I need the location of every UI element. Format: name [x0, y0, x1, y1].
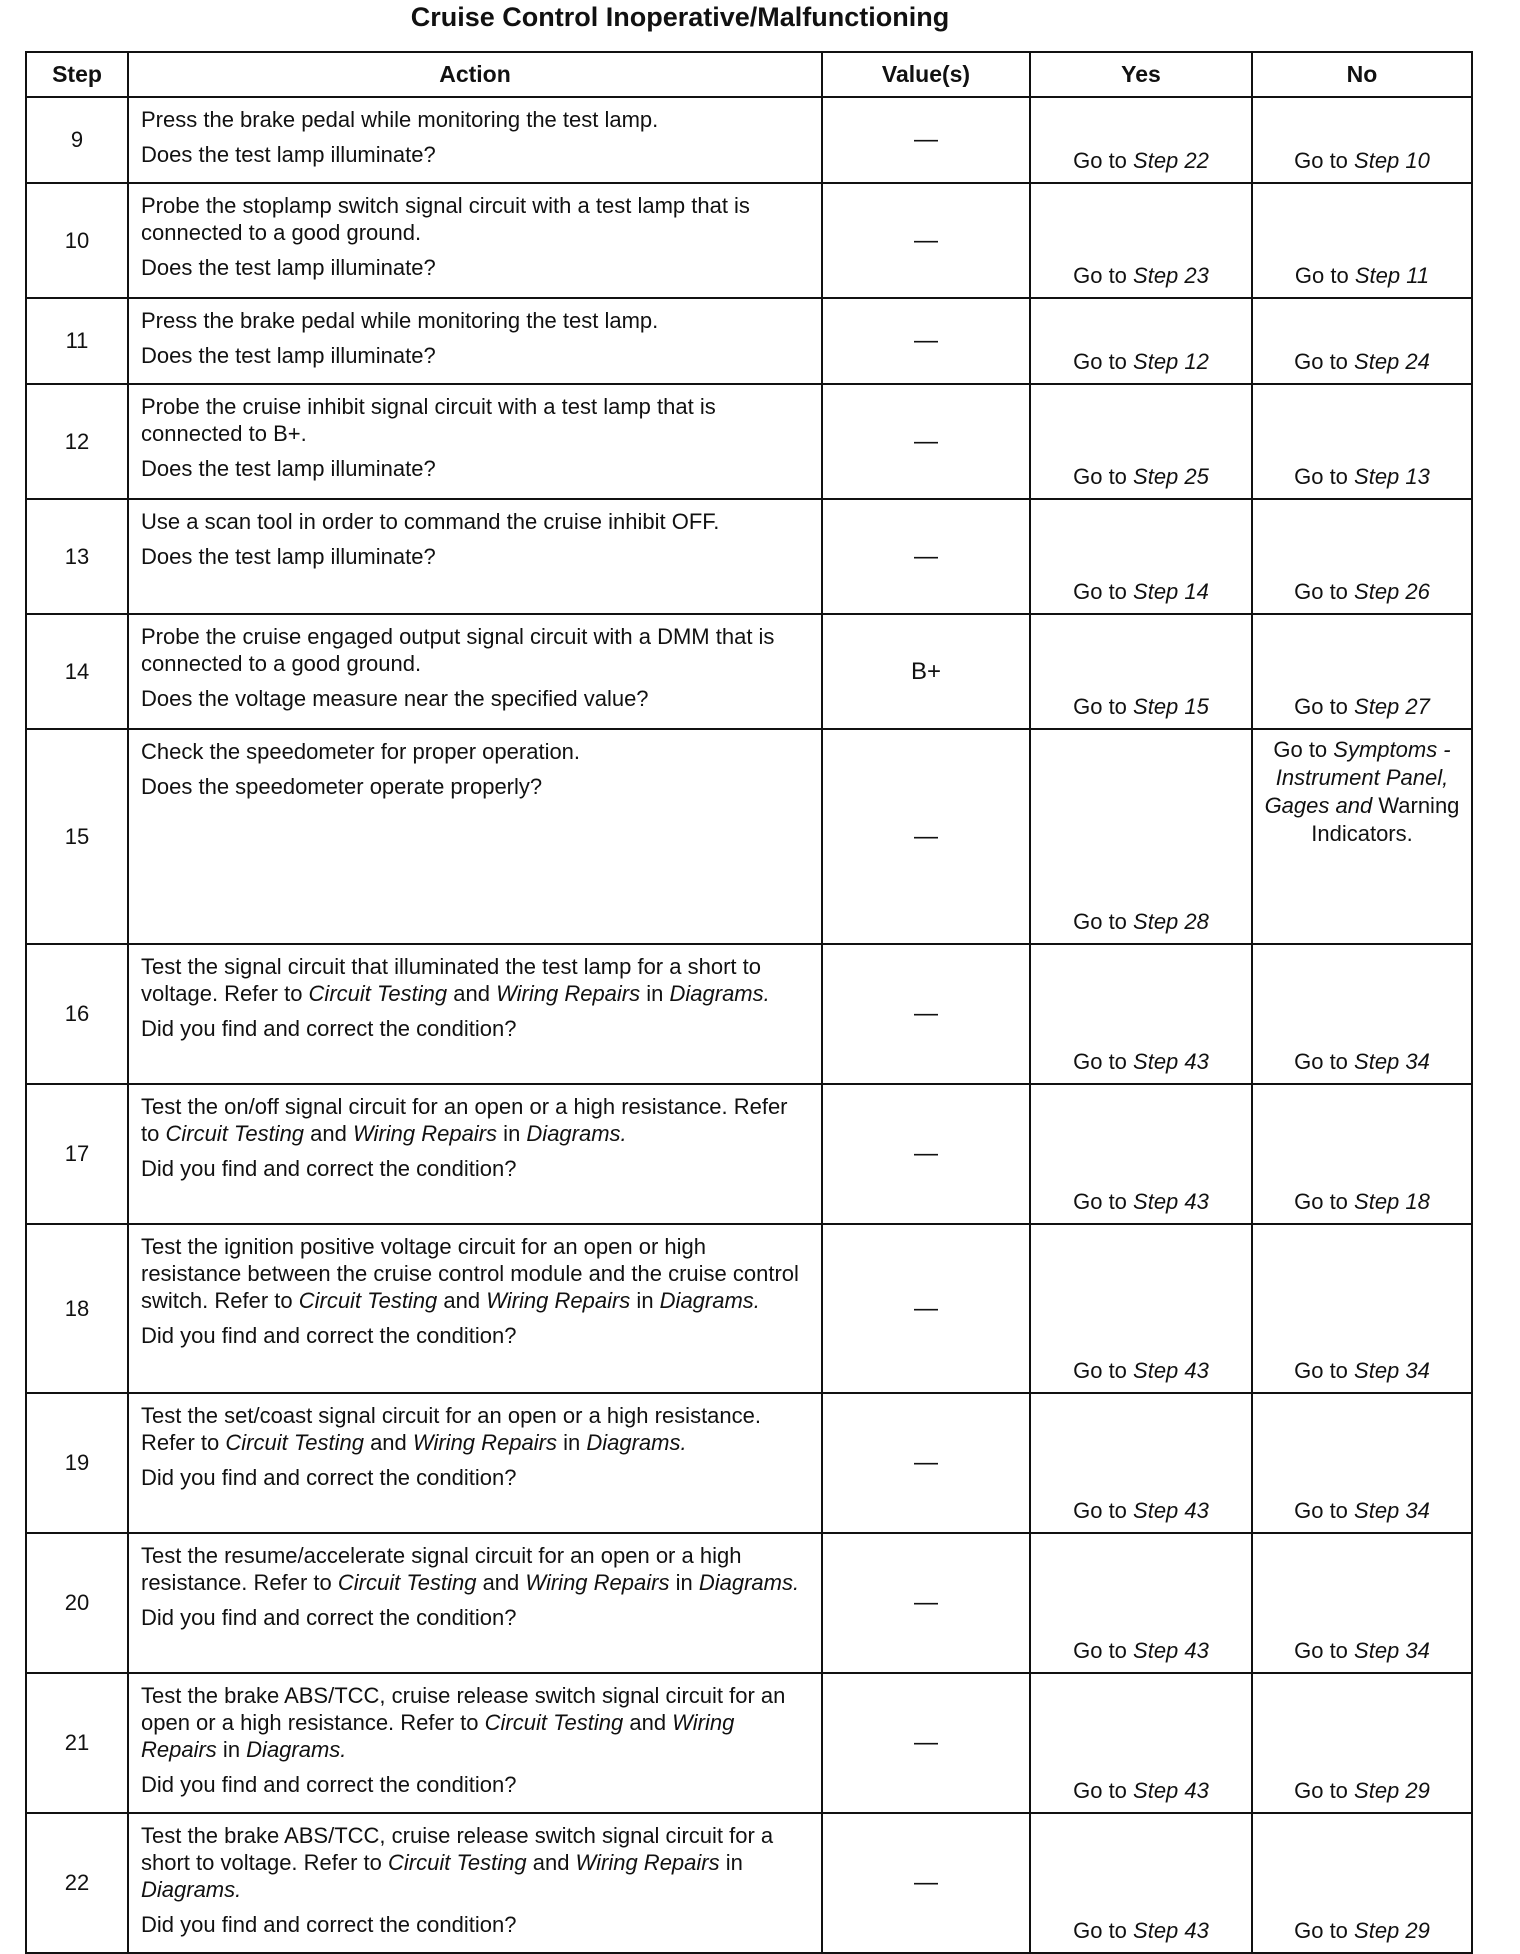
- yes-cell: [1030, 298, 1252, 384]
- step-number: 9: [26, 97, 128, 183]
- text-run: Probe the cruise inhibit signal circuit with a test lamp that is connected to B+.: [141, 394, 716, 446]
- italic-ref: Step 34: [1354, 1049, 1430, 1074]
- action-cell: [128, 1084, 822, 1224]
- text-run: Go to: [1073, 1358, 1134, 1383]
- text-run: in: [719, 1850, 743, 1875]
- text-run: Test the ignition positive voltage circuit for an open or high resistance between the cruise control module and the cruise control switch. Refer to: [141, 1234, 799, 1313]
- text-run: and: [447, 981, 497, 1006]
- text-run: Go to: [1294, 1498, 1355, 1523]
- table-body: [26, 97, 1472, 1953]
- table-row: [26, 499, 1472, 614]
- yes-cell: [1030, 97, 1252, 183]
- no-cell: [1252, 97, 1472, 183]
- italic-ref: Wiring Repairs: [141, 1710, 735, 1762]
- text-run: and: [304, 1121, 353, 1146]
- italic-ref: Diagrams.: [659, 1288, 760, 1313]
- step-number: 10: [26, 183, 128, 298]
- italic-ref: Step 34: [1354, 1358, 1430, 1383]
- action-question: Does the test lamp illuminate?: [141, 255, 436, 280]
- action-text: [141, 623, 811, 677]
- text-run: Test the set/coast signal circuit for an open or a high resistance. Refer to: [141, 1403, 761, 1455]
- header-no: No: [1252, 52, 1472, 97]
- action-text: [141, 1822, 811, 1903]
- italic-ref: Step 25: [1133, 464, 1209, 489]
- text-run: Test the brake ABS/TCC, cruise release switch signal circuit for a short to voltage. Refer to: [141, 1823, 774, 1875]
- text-run: in: [216, 1737, 247, 1762]
- text-run: Go to: [1273, 737, 1334, 762]
- step-number: 21: [26, 1673, 128, 1813]
- action-question: Did you find and correct the condition?: [141, 1156, 517, 1181]
- action-question: Did you find and correct the condition?: [141, 1465, 517, 1490]
- action-question: Did you find and correct the condition?: [141, 1912, 517, 1937]
- no-cell: [1252, 1224, 1472, 1393]
- text-run: Go to: [1294, 1918, 1355, 1943]
- italic-ref: Step 34: [1354, 1638, 1430, 1663]
- action-text: [141, 953, 811, 1007]
- table-row: [26, 298, 1472, 384]
- italic-ref: Step 34: [1354, 1498, 1430, 1523]
- italic-ref: Step 27: [1354, 694, 1430, 719]
- step-number: 18: [26, 1224, 128, 1393]
- action-text: [141, 1682, 811, 1763]
- step-number: 11: [26, 298, 128, 384]
- table-row: [26, 97, 1472, 183]
- italic-ref: Circuit Testing: [337, 1570, 477, 1595]
- step-number: 12: [26, 384, 128, 499]
- italic-ref: Symptoms - Instrument Panel, Gages and: [1264, 737, 1451, 818]
- no-cell: [1252, 384, 1472, 499]
- italic-ref: Step 15: [1133, 694, 1209, 719]
- text-run: Check the speedometer for proper operation.: [141, 739, 581, 764]
- italic-ref: Wiring Repairs: [352, 1121, 498, 1146]
- no-cell: [1252, 1084, 1472, 1224]
- action-text: [141, 508, 811, 535]
- value-cell: —: [822, 1084, 1030, 1224]
- table-row: [26, 614, 1472, 729]
- italic-ref: Step 43: [1133, 1358, 1209, 1383]
- text-run: Probe the cruise engaged output signal circuit with a DMM that is connected to a good ground.: [141, 624, 775, 676]
- table-header-row: [26, 52, 1472, 97]
- italic-ref: Diagrams.: [246, 1737, 347, 1762]
- italic-ref: Diagrams.: [141, 1877, 242, 1902]
- value-cell: —: [822, 1673, 1030, 1813]
- header-yes: Yes: [1030, 52, 1252, 97]
- action-cell: [128, 1673, 822, 1813]
- action-cell: [128, 614, 822, 729]
- step-number: 13: [26, 499, 128, 614]
- italic-ref: Circuit Testing: [165, 1121, 305, 1146]
- text-run: Go to: [1073, 464, 1134, 489]
- step-number: 14: [26, 614, 128, 729]
- action-text: [141, 106, 811, 133]
- header-values: Value(s): [822, 52, 1030, 97]
- text-run: Go to: [1073, 148, 1134, 173]
- yes-cell: [1030, 1813, 1252, 1953]
- no-cell: [1252, 1393, 1472, 1533]
- italic-ref: Step 43: [1133, 1918, 1209, 1943]
- table-row: [26, 1813, 1472, 1953]
- text-run: Press the brake pedal while monitoring the test lamp.: [141, 308, 659, 333]
- yes-cell: [1030, 384, 1252, 499]
- action-question: Does the speedometer operate properly?: [141, 774, 543, 799]
- text-run: Go to: [1073, 1778, 1134, 1803]
- step-number: 20: [26, 1533, 128, 1673]
- italic-ref: Step 28: [1133, 909, 1209, 934]
- table-row: [26, 1673, 1472, 1813]
- value-cell: —: [822, 1224, 1030, 1393]
- italic-ref: Step 22: [1133, 148, 1209, 173]
- table-row: [26, 1084, 1472, 1224]
- no-cell: [1252, 1673, 1472, 1813]
- text-run: in: [556, 1430, 587, 1455]
- text-run: Go to: [1073, 909, 1134, 934]
- text-run: Go to: [1073, 263, 1134, 288]
- value-cell: —: [822, 729, 1030, 944]
- text-run: Go to: [1294, 148, 1355, 173]
- text-run: Test the resume/accelerate signal circuit for an open or a high resistance. Refer to: [141, 1543, 742, 1595]
- step-number: 16: [26, 944, 128, 1084]
- italic-ref: Step 24: [1354, 349, 1430, 374]
- page-title: Cruise Control Inoperative/Malfunctioning: [410, 2, 950, 32]
- header-action: Action: [128, 52, 822, 97]
- text-run: Go to: [1073, 579, 1134, 604]
- no-cell: [1252, 183, 1472, 298]
- italic-ref: Step 43: [1133, 1498, 1209, 1523]
- value-cell: —: [822, 1393, 1030, 1533]
- no-cell: [1252, 1533, 1472, 1673]
- text-run: Test the on/off signal circuit for an open or a high resistance. Refer to: [141, 1094, 788, 1146]
- text-run: Go to: [1294, 694, 1355, 719]
- action-cell: [128, 1533, 822, 1673]
- italic-ref: Circuit Testing: [388, 1850, 527, 1875]
- italic-ref: Step 43: [1133, 1778, 1209, 1803]
- italic-ref: Step 43: [1133, 1049, 1209, 1074]
- text-run: Go to: [1294, 1358, 1355, 1383]
- action-question: Does the test lamp illuminate?: [141, 142, 436, 167]
- action-question: Does the test lamp illuminate?: [141, 456, 436, 481]
- action-cell: [128, 298, 822, 384]
- italic-ref: Circuit Testing: [308, 981, 448, 1006]
- text-run: Go to: [1073, 1918, 1134, 1943]
- text-run: Go to: [1073, 1189, 1134, 1214]
- italic-ref: Step 12: [1133, 349, 1209, 374]
- italic-ref: Diagrams.: [526, 1121, 627, 1146]
- action-cell: [128, 384, 822, 499]
- italic-ref: Circuit Testing: [225, 1430, 364, 1455]
- italic-ref: Wiring Repairs: [486, 1288, 631, 1313]
- table-row: [26, 729, 1472, 944]
- action-cell: [128, 944, 822, 1084]
- no-cell: [1252, 729, 1472, 944]
- action-text: [141, 307, 811, 334]
- italic-ref: Step 43: [1133, 1638, 1209, 1663]
- text-run: Use a scan tool in order to command the cruise inhibit OFF.: [141, 509, 720, 534]
- action-text: [141, 1233, 811, 1314]
- text-run: Test the brake ABS/TCC, cruise release switch signal circuit for an open or a high resistance. Refer to: [141, 1683, 786, 1735]
- step-number: 15: [26, 729, 128, 944]
- italic-ref: Step 26: [1354, 579, 1430, 604]
- table-row: [26, 1533, 1472, 1673]
- text-run: and: [526, 1850, 576, 1875]
- table-row: [26, 944, 1472, 1084]
- italic-ref: Diagrams.: [586, 1430, 687, 1455]
- no-cell: [1252, 614, 1472, 729]
- value-cell: —: [822, 97, 1030, 183]
- yes-cell: [1030, 729, 1252, 944]
- table-row: [26, 384, 1472, 499]
- value-cell: B+: [822, 614, 1030, 729]
- action-cell: [128, 183, 822, 298]
- table-row: [26, 1393, 1472, 1533]
- yes-cell: [1030, 183, 1252, 298]
- italic-ref: Diagrams.: [669, 981, 770, 1006]
- italic-ref: Step 29: [1354, 1778, 1430, 1803]
- text-run: Go to: [1294, 464, 1355, 489]
- yes-cell: [1030, 499, 1252, 614]
- text-run: and: [363, 1430, 413, 1455]
- italic-ref: Step 14: [1133, 579, 1209, 604]
- text-run: Go to: [1073, 1049, 1134, 1074]
- italic-ref: Step 18: [1354, 1189, 1430, 1214]
- value-cell: —: [822, 298, 1030, 384]
- action-question: Does the test lamp illuminate?: [141, 343, 436, 368]
- italic-ref: Step 13: [1354, 464, 1430, 489]
- no-cell: [1252, 499, 1472, 614]
- diagnostic-table: [25, 51, 1473, 1954]
- text-run: in: [497, 1121, 527, 1146]
- action-text: [141, 1402, 811, 1456]
- action-cell: [128, 1224, 822, 1393]
- text-run: Go to: [1073, 1638, 1134, 1663]
- text-run: Go to: [1073, 1498, 1134, 1523]
- text-run: and: [437, 1288, 487, 1313]
- yes-cell: [1030, 1224, 1252, 1393]
- yes-cell: [1030, 1084, 1252, 1224]
- action-text: [141, 192, 811, 246]
- table-row: [26, 183, 1472, 298]
- value-cell: —: [822, 384, 1030, 499]
- action-cell: [128, 1393, 822, 1533]
- no-cell: [1252, 1813, 1472, 1953]
- action-cell: [128, 97, 822, 183]
- action-text: [141, 1093, 811, 1147]
- action-cell: [128, 1813, 822, 1953]
- header-step: Step: [26, 52, 128, 97]
- italic-ref: Circuit Testing: [298, 1288, 438, 1313]
- yes-cell: [1030, 944, 1252, 1084]
- italic-ref: Step 11: [1354, 263, 1430, 288]
- text-run: Go to: [1073, 349, 1134, 374]
- action-text: [141, 393, 811, 447]
- yes-cell: [1030, 1673, 1252, 1813]
- italic-ref: Circuit Testing: [484, 1710, 624, 1735]
- text-run: in: [630, 1288, 660, 1313]
- action-cell: [128, 499, 822, 614]
- italic-ref: Step 29: [1354, 1918, 1430, 1943]
- text-run: and: [476, 1570, 526, 1595]
- no-cell: [1252, 944, 1472, 1084]
- text-run: Go to: [1294, 1049, 1355, 1074]
- action-cell: [128, 729, 822, 944]
- italic-ref: Wiring Repairs: [496, 981, 641, 1006]
- text-run: Test the signal circuit that illuminated the test lamp for a short to voltage. Refer to: [141, 954, 761, 1006]
- action-question: Does the voltage measure near the specified value?: [141, 686, 649, 711]
- table-row: [26, 1224, 1472, 1393]
- value-cell: —: [822, 499, 1030, 614]
- italic-ref: Wiring Repairs: [575, 1850, 720, 1875]
- text-run: Go to: [1294, 1638, 1355, 1663]
- italic-ref: Step 43: [1133, 1189, 1209, 1214]
- action-question: Did you find and correct the condition?: [141, 1605, 517, 1630]
- italic-ref: Step 23: [1133, 263, 1209, 288]
- italic-ref: Wiring Repairs: [525, 1570, 670, 1595]
- step-number: 17: [26, 1084, 128, 1224]
- step-number: 19: [26, 1393, 128, 1533]
- italic-ref: Diagrams.: [698, 1570, 800, 1595]
- text-run: Press the brake pedal while monitoring the test lamp.: [141, 107, 659, 132]
- text-run: Go to: [1294, 1778, 1355, 1803]
- action-question: Did you find and correct the condition?: [141, 1016, 517, 1041]
- text-run: Go to: [1294, 349, 1355, 374]
- action-text: [141, 1542, 811, 1596]
- yes-cell: [1030, 614, 1252, 729]
- value-cell: —: [822, 1813, 1030, 1953]
- action-question: Did you find and correct the condition?: [141, 1323, 517, 1348]
- yes-cell: [1030, 1533, 1252, 1673]
- text-run: in: [640, 981, 670, 1006]
- action-question: Does the test lamp illuminate?: [141, 544, 436, 569]
- text-run: Go to: [1294, 263, 1355, 288]
- text-run: Go to: [1294, 1189, 1355, 1214]
- value-cell: —: [822, 1533, 1030, 1673]
- value-cell: —: [822, 944, 1030, 1084]
- text-run: Go to: [1073, 694, 1134, 719]
- action-question: Did you find and correct the condition?: [141, 1772, 517, 1797]
- step-number: 22: [26, 1813, 128, 1953]
- no-cell: [1252, 298, 1472, 384]
- text-run: and: [623, 1710, 673, 1735]
- value-cell: —: [822, 183, 1030, 298]
- text-run: Warning Indicators.: [1311, 793, 1460, 846]
- text-run: in: [669, 1570, 699, 1595]
- action-text: [141, 738, 811, 765]
- text-run: Go to: [1294, 579, 1355, 604]
- italic-ref: Step 10: [1354, 148, 1430, 173]
- text-run: Probe the stoplamp switch signal circuit with a test lamp that is connected to a good ground.: [141, 193, 750, 245]
- italic-ref: Wiring Repairs: [412, 1430, 557, 1455]
- yes-cell: [1030, 1393, 1252, 1533]
